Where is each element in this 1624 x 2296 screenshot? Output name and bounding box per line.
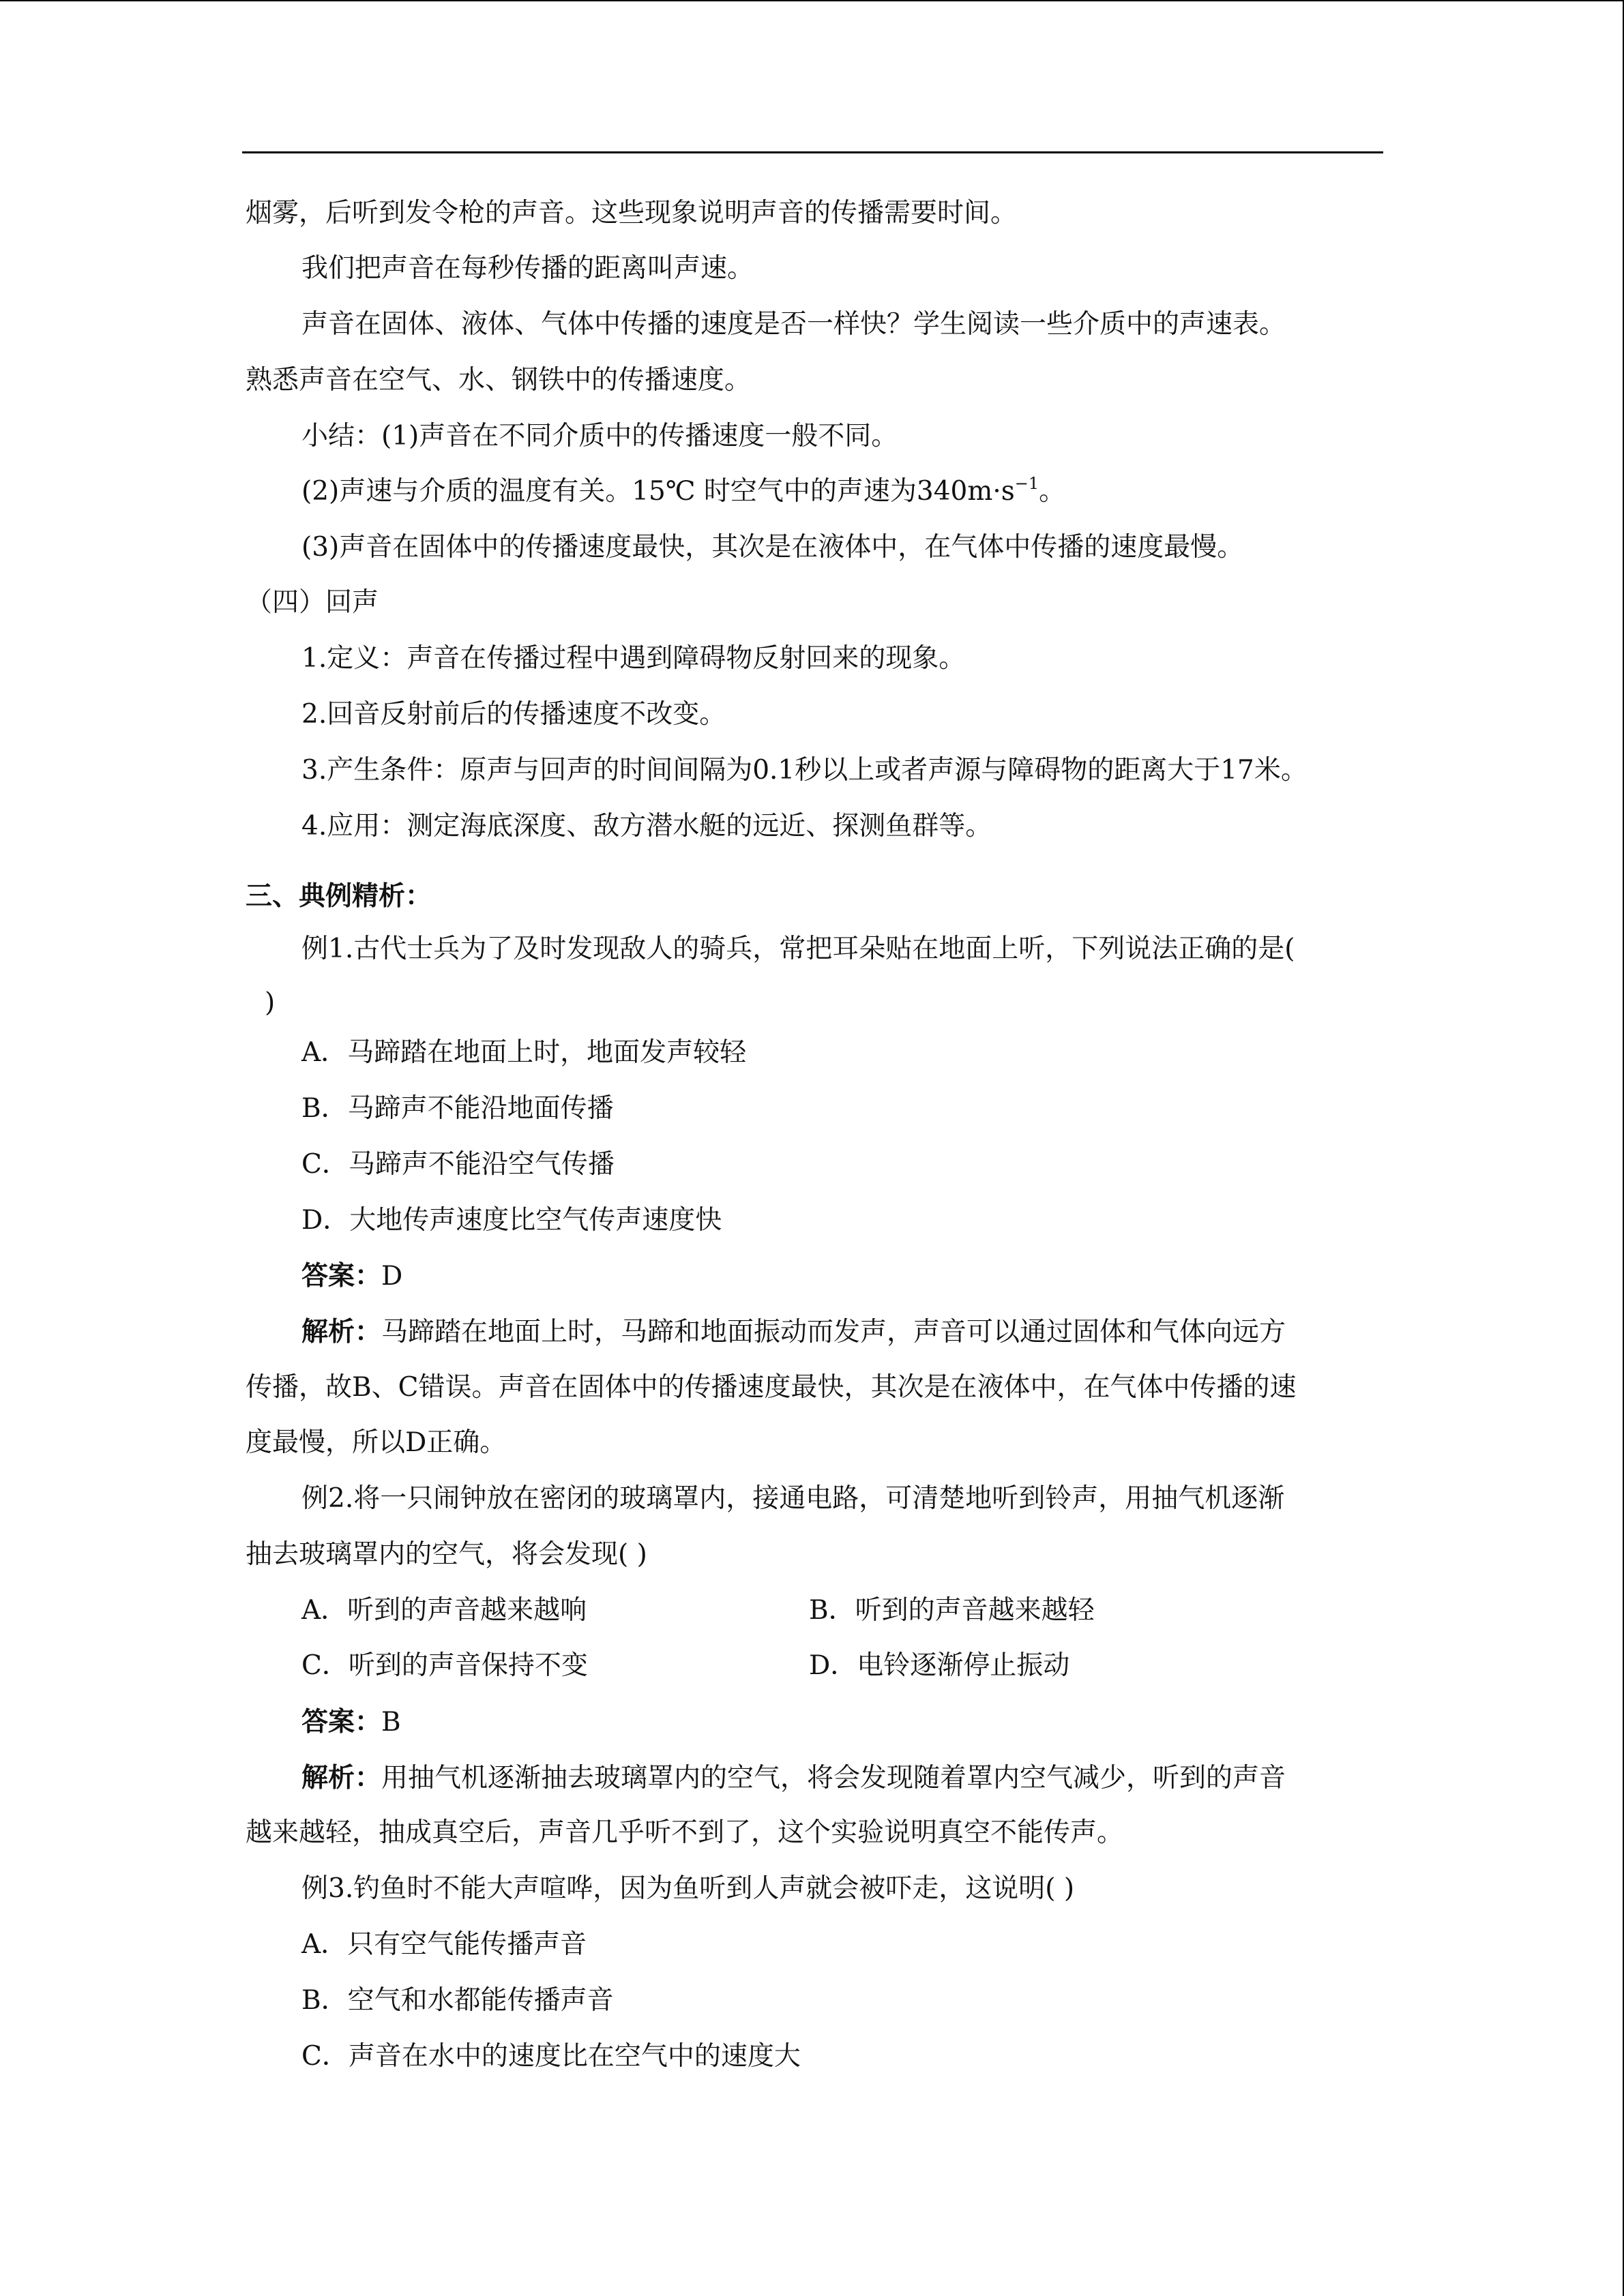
analysis-label: 解析：: [301, 1762, 382, 1793]
summary-line: (3)声音在固体中的传播速度最快，其次是在液体中，在气体中传播的速度最慢。: [301, 532, 1244, 563]
answer-label: 答案：: [301, 1706, 382, 1738]
option-c: C．马蹄声不能沿空气传播: [301, 1149, 615, 1180]
analysis-text: 马蹄踏在地面上时，马蹄和地面振动而发声，声音可以通过固体和气体向远方: [381, 1317, 1286, 1347]
paragraph-line: 熟悉声音在空气、水、钢铁中的传播速度。: [246, 365, 752, 396]
summary-line: 小结：(1)声音在不同介质中的传播速度一般不同。: [301, 421, 898, 451]
section-title: 三、典例精析：: [246, 880, 432, 912]
option-d: D．大地传声速度比空气传声速度快: [301, 1205, 722, 1236]
question-line: 抽去玻璃罩内的空气，将会发现( ): [246, 1539, 647, 1570]
question-line: ): [265, 987, 276, 1018]
option-a: A．听到的声音越来越响: [301, 1595, 587, 1626]
answer-line: [301, 1703, 401, 1742]
list-item: 1.定义：声音在传播过程中遇到障碍物反射回来的现象。: [301, 643, 966, 674]
option-b: B．空气和水都能传播声音: [301, 1985, 614, 2016]
answer-value: B: [381, 1707, 401, 1738]
paragraph-line: 我们把声音在每秒传播的距离叫声速。: [301, 253, 754, 284]
analysis-line: [301, 1759, 1286, 1798]
summary-end: 。: [1039, 476, 1066, 507]
option-b: B．马蹄声不能沿地面传播: [301, 1093, 614, 1124]
analysis-text: 用抽气机逐渐抽去玻璃罩内的空气，将会发现随着罩内空气减少，听到的声音: [381, 1763, 1286, 1793]
list-item: 2.回音反射前后的传播速度不改变。: [301, 699, 726, 730]
analysis-label: 解析：: [301, 1316, 382, 1347]
analysis-line: 传播，故B、C错误。声音在固体中的传播速度最快，其次是在液体中，在气体中传播的速: [246, 1372, 1297, 1403]
analysis-line: 越来越轻，抽成真空后，声音几乎听不到了，这个实验说明真空不能传声。: [246, 1817, 1124, 1848]
paragraph-line: 声音在固体、液体、气体中传播的速度是否一样快？学生阅读一些介质中的声速表。: [301, 309, 1286, 340]
question-line: 例1.古代士兵为了及时发现敌人的骑兵，常把耳朵贴在地面上听，下列说法正确的是(: [301, 934, 1295, 964]
list-item: 3.产生条件：原声与回声的时间间隔为0.1秒以上或者声源与障碍物的距离大于17米。: [301, 755, 1308, 786]
page-border-top: [0, 0, 1624, 1]
question-line: 例3.钓鱼时不能大声喧哗，因为鱼听到人声就会被吓走，这说明( ): [301, 1873, 1075, 1904]
summary-line: [301, 473, 1065, 511]
list-item: 4.应用：测定海底深度、敌方潜水艇的远近、探测鱼群等。: [301, 811, 992, 841]
summary-text: (2)声速与介质的温度有关。15℃ 时空气中的声速为340m·s: [301, 476, 1015, 507]
superscript: −1: [1014, 474, 1039, 493]
section-heading: （四）回声: [246, 587, 379, 618]
option-a: A．马蹄踏在地面上时，地面发声较轻: [301, 1037, 747, 1068]
analysis-line: [301, 1313, 1286, 1352]
question-line: 例2.将一只闹钟放在密闭的玻璃罩内，接通电路，可清楚地听到铃声，用抽气机逐渐: [301, 1483, 1285, 1514]
option-c: C．听到的声音保持不变: [301, 1650, 588, 1681]
answer-label: 答案：: [301, 1260, 382, 1292]
analysis-line: 度最慢，所以D正确。: [246, 1427, 507, 1458]
answer-line: [301, 1257, 402, 1296]
header-rule: [242, 151, 1383, 153]
paragraph-line: 烟雾，后听到发令枪的声音。这些现象说明声音的传播需要时间。: [246, 198, 1018, 228]
option-d: D．电铃逐渐停止振动: [809, 1650, 1070, 1681]
option-a: A．只有空气能传播声音: [301, 1929, 587, 1960]
option-c: C．声音在水中的速度比在空气中的速度大: [301, 2041, 801, 2072]
option-b: B．听到的声音越来越轻: [809, 1595, 1095, 1626]
answer-value: D: [381, 1261, 403, 1292]
